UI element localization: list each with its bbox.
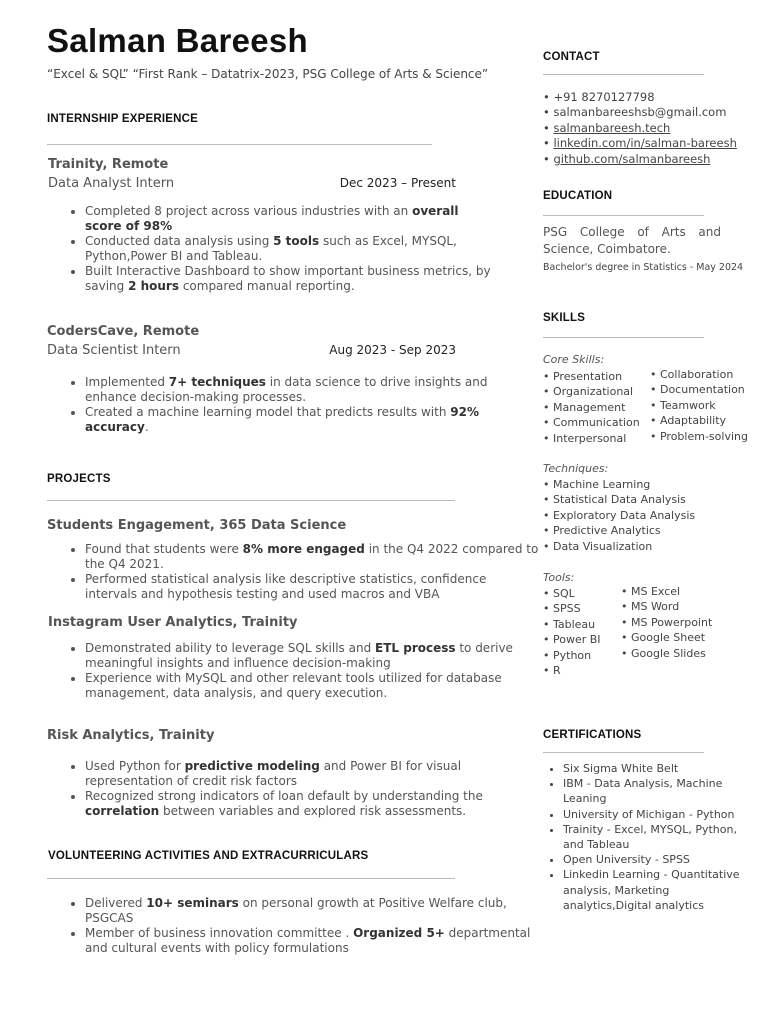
internship-divider xyxy=(47,144,432,145)
core-skills-label: Core Skills: xyxy=(543,353,605,366)
resume-name: Salman Bareesh xyxy=(47,22,308,59)
education-divider xyxy=(543,215,704,216)
website-link[interactable]: • salmanbareesh.tech xyxy=(543,120,671,135)
technique-item: • Data Visualization xyxy=(543,539,653,553)
tool-item: • R xyxy=(543,664,561,678)
core-skill-item: • Management xyxy=(543,400,626,414)
volunteering-heading: VOLUNTEERING ACTIVITIES AND EXTRACURRICULARS xyxy=(48,850,369,862)
contact-list xyxy=(543,90,737,167)
technique-item: • Machine Learning xyxy=(543,478,651,491)
contact-heading: CONTACT xyxy=(543,51,600,63)
core-skill-item: • Documentation xyxy=(650,383,745,397)
core-skill-item: • Teamwork xyxy=(650,398,716,412)
tool-item: • Python xyxy=(543,648,592,662)
project-title: Students Engagement, 365 Data Science xyxy=(47,518,347,533)
tool-item: • MS Excel xyxy=(621,585,681,598)
bullet-item: • Demonstrated ability to leverage SQL skills and ETL process to derive meaningful insights and influence decision-making xyxy=(85,641,535,670)
contact-divider xyxy=(543,74,704,75)
core-skill-item: • Interpersonal xyxy=(543,431,627,445)
job-org: Trainity, Remote xyxy=(48,157,169,172)
bullet-item: • Recognized strong indicators of loan default by understanding the correlation between variables and explored risk assessments. xyxy=(85,789,505,818)
tools-label: Tools: xyxy=(543,571,575,584)
technique-item: • Exploratory Data Analysis xyxy=(543,508,696,522)
github-link[interactable]: • github.com/salmanbareesh xyxy=(543,151,711,166)
core-skill-item: • Problem-solving xyxy=(650,429,748,443)
job-title: Data Scientist Intern xyxy=(47,343,181,358)
bullet-item: • Created a machine learning model that predicts results with 92% accuracy. xyxy=(85,405,505,434)
bullet-item: • Found that students were 8% more engaged in the Q4 2022 compared to the Q4 2021. xyxy=(85,542,540,571)
job-dates: Aug 2023 - Sep 2023 xyxy=(329,343,456,357)
tool-item: • Tableau xyxy=(543,617,596,631)
tagline: “Excel & SQL” “First Rank – Datatrix-2023, PSG College of Arts & Science” xyxy=(47,67,489,81)
tools-right xyxy=(621,584,712,661)
skills-divider xyxy=(543,337,704,338)
job-bullets xyxy=(47,375,505,435)
volunteering-divider xyxy=(47,878,455,879)
education-degree: Bachelor's degree in Statistics - May 2024 xyxy=(543,262,744,273)
tool-item: • SPSS xyxy=(543,602,581,616)
job-title: Data Analyst Intern xyxy=(48,176,175,191)
project-bullets xyxy=(47,542,540,602)
core-skills-left xyxy=(543,369,640,446)
core-skill-item: • Collaboration xyxy=(650,368,734,381)
education-school: PSG College of Arts and Science, Coimbatore. xyxy=(543,225,721,256)
certification-item: • University of Michigan - Python xyxy=(563,807,753,822)
certification-item: • Linkedin Learning - Quantitative analysis, Marketing analytics,Digital analytics xyxy=(563,867,753,913)
technique-item: • Statistical Data Analysis xyxy=(543,493,686,507)
certifications-list xyxy=(543,761,753,913)
certification-item: • Open University - SPSS xyxy=(563,852,753,867)
linkedin-link[interactable]: • linkedin.com/in/salman-bareesh xyxy=(543,136,737,151)
bullet-item: • Conducted data analysis using 5 tools such as Excel, MYSQL, Python,Power BI and Tableau. xyxy=(85,234,495,263)
tools-left xyxy=(543,586,601,678)
email-item[interactable]: • salmanbareeshsb@gmail.com xyxy=(543,105,727,120)
skills-heading: SKILLS xyxy=(543,312,586,324)
job-dates: Dec 2023 – Present xyxy=(339,176,456,190)
certifications-divider xyxy=(543,752,704,753)
phone-item: • +91 8270127798 xyxy=(543,90,655,104)
project-bullets xyxy=(47,759,505,819)
core-skill-item: • Communication xyxy=(543,416,640,430)
core-skill-item: • Organizational xyxy=(543,385,634,399)
job-org: CodersCave, Remote xyxy=(47,324,200,339)
tool-item: • MS Powerpoint xyxy=(621,615,713,629)
bullet-item: • Experience with MySQL and other relevant tools utilized for database management, data analysis, and query execution. xyxy=(85,671,535,700)
volunteering-bullets xyxy=(47,896,545,956)
bullet-item: • Built Interactive Dashboard to show important business metrics, by saving 2 hours compared manual reporting. xyxy=(85,264,495,293)
bullet-item: • Performed statistical analysis like descriptive statistics, confidence intervals and hypothesis testing and used macros and VBA xyxy=(85,572,540,601)
tool-item: • Google Slides xyxy=(621,646,706,660)
techniques-list xyxy=(543,477,695,554)
certification-item: • Trainity - Excel, MYSQL, Python, and Tableau xyxy=(563,822,753,852)
bullet-item: • Implemented 7+ techniques in data science to drive insights and enhance decision-making processes. xyxy=(85,375,505,404)
job-bullets xyxy=(47,204,495,294)
bullet-item: • Delivered 10+ seminars on personal growth at Positive Welfare club, PSGCAS xyxy=(85,896,545,925)
tool-item: • Google Sheet xyxy=(621,631,706,645)
technique-item: • Predictive Analytics xyxy=(543,524,661,538)
core-skill-item: • Adaptability xyxy=(650,414,727,428)
tool-item: • Power BI xyxy=(543,633,601,647)
certifications-heading: CERTIFICATIONS xyxy=(543,729,642,741)
education-heading: EDUCATION xyxy=(543,190,613,202)
project-title: Risk Analytics, Trainity xyxy=(47,728,215,743)
bullet-item: • Member of business innovation committee . Organized 5+ departmental and cultural events with policy formulations xyxy=(85,926,545,955)
core-skills-right xyxy=(650,367,748,444)
project-bullets xyxy=(47,641,535,701)
tool-item: • SQL xyxy=(543,587,575,600)
core-skill-item: • Presentation xyxy=(543,370,623,383)
techniques-label: Techniques: xyxy=(543,462,609,475)
certification-item: • Six Sigma White Belt xyxy=(563,761,753,776)
internship-heading: INTERNSHIP EXPERIENCE xyxy=(47,113,198,125)
project-title: Instagram User Analytics, Trainity xyxy=(48,615,298,630)
bullet-item: • Used Python for predictive modeling and Power BI for visual representation of credit risk factors xyxy=(85,759,505,788)
certification-item: • IBM - Data Analysis, Machine Leaning xyxy=(563,776,753,806)
tool-item: • MS Word xyxy=(621,600,680,614)
projects-divider xyxy=(47,500,455,501)
projects-heading: PROJECTS xyxy=(47,473,111,485)
bullet-item: • Completed 8 project across various industries with an overall score of 98% xyxy=(85,204,495,233)
